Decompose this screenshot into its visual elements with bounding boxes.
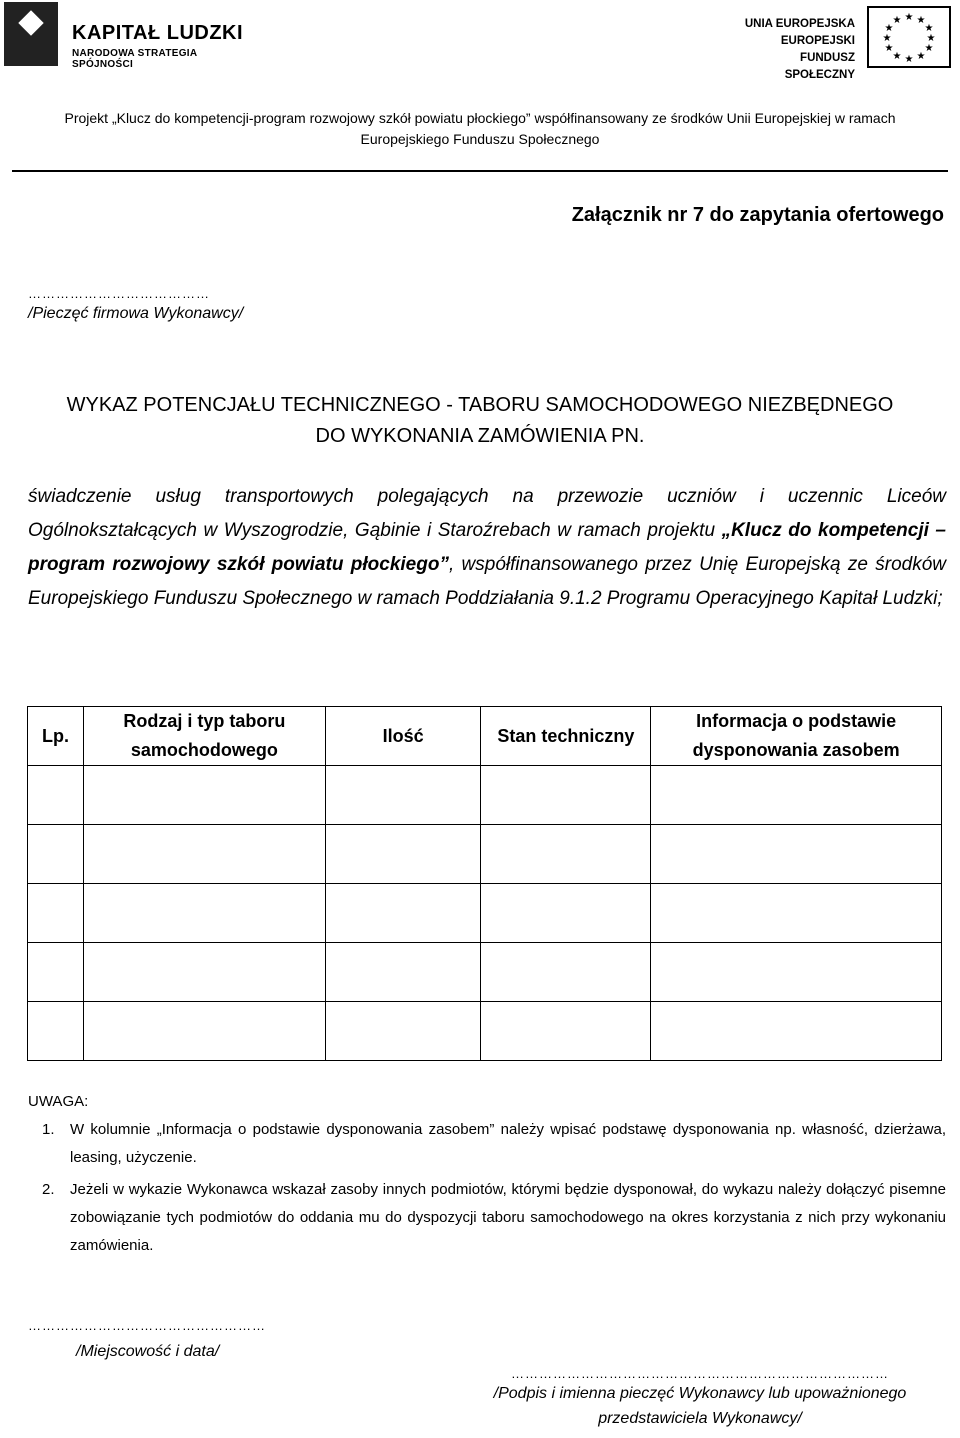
table-cell[interactable] bbox=[28, 766, 84, 825]
svg-text:★: ★ bbox=[882, 33, 892, 44]
svg-text:★: ★ bbox=[884, 23, 894, 34]
project-line-1: Projekt „Klucz do kompetencji-program rozwojowy szkół powiatu płockiego” współfinansowany ze środków Unii Europejskiej w ramach bbox=[64, 110, 896, 126]
notes-heading: UWAGA: bbox=[28, 1093, 89, 1110]
note-text-2: Jeżeli w wykazie Wykonawca wskazał zasoby innych podmiotów, którymi będzie dysponował, do wykazu należy dołączyć pisemne zobowiązanie tych podmiotów do oddania mu do dyspozycji taboru samochodowego na okres korzystania z nich przy wykonaniu zamówienia. bbox=[70, 1181, 946, 1254]
table-cell[interactable] bbox=[325, 884, 481, 943]
table-cell[interactable] bbox=[83, 884, 325, 943]
service-description bbox=[28, 480, 946, 616]
note-item-2 bbox=[28, 1176, 946, 1260]
vehicle-table bbox=[27, 706, 942, 1061]
note-text-1: W kolumnie „Informacja o podstawie dysponowania zasobem” należy wpisać podstawę dysponowania np. własność, dzierżawa, leasing, użyczenie. bbox=[70, 1121, 946, 1166]
svg-text:★: ★ bbox=[892, 15, 902, 26]
place-date-dots: …………………………………………… bbox=[28, 1318, 266, 1333]
svg-text:★: ★ bbox=[884, 43, 894, 54]
table-cell[interactable] bbox=[83, 943, 325, 1002]
table-cell[interactable] bbox=[28, 1002, 84, 1061]
header-lp: Lp. bbox=[28, 707, 84, 766]
place-date-signature bbox=[28, 1318, 328, 1364]
note-number-1: 1. bbox=[42, 1121, 55, 1138]
attachment-label: Załącznik nr 7 do zapytania ofertowego bbox=[571, 204, 944, 226]
eu-logo bbox=[733, 4, 955, 81]
table-row bbox=[28, 884, 942, 943]
table-cell[interactable] bbox=[651, 884, 942, 943]
svg-text:★: ★ bbox=[924, 23, 934, 34]
svg-text:★: ★ bbox=[916, 51, 926, 62]
description-project-name: „Klucz do kompetencji – program rozwojowy szkół powiatu płockiego” bbox=[28, 520, 947, 575]
project-line-2: Europejskiego Funduszu Społecznego bbox=[360, 131, 600, 147]
header-condition: Stan techniczny bbox=[481, 707, 651, 766]
table-cell[interactable] bbox=[83, 825, 325, 884]
eu-logo-line2: EUROPEJSKI bbox=[780, 35, 855, 47]
eu-flag-icon bbox=[867, 6, 951, 68]
kapital-ludzki-logo bbox=[4, 2, 244, 68]
stamp-label: /Pieczęć firmowa Wykonawcy/ bbox=[28, 305, 244, 322]
eu-logo-line3: FUNDUSZ SPOŁECZNY bbox=[784, 52, 855, 81]
document-title bbox=[10, 390, 950, 452]
table-cell[interactable] bbox=[651, 1002, 942, 1061]
contractor-signature-label-1: /Podpis i imienna pieczęć Wykonawcy lub upoważnionego bbox=[493, 1385, 907, 1402]
kapital-ludzki-logo-icon bbox=[4, 2, 58, 66]
table-row bbox=[28, 1002, 942, 1061]
table-cell[interactable] bbox=[651, 825, 942, 884]
notes-section bbox=[28, 1088, 946, 1260]
svg-text:★: ★ bbox=[892, 51, 902, 62]
svg-text:★: ★ bbox=[926, 33, 936, 44]
stamp-dots: ………………………………… bbox=[28, 286, 210, 301]
table-row bbox=[28, 943, 942, 1002]
table-cell[interactable] bbox=[83, 766, 325, 825]
table-header-row bbox=[28, 707, 942, 766]
svg-text:★: ★ bbox=[924, 43, 934, 54]
svg-text:★: ★ bbox=[904, 12, 914, 23]
table-row bbox=[28, 766, 942, 825]
place-date-label: /Miejscowość i data/ bbox=[76, 1343, 220, 1360]
table-cell[interactable] bbox=[325, 766, 481, 825]
table-cell[interactable] bbox=[28, 943, 84, 1002]
table-cell[interactable] bbox=[481, 825, 651, 884]
description-part-2: , współfinansowanego przez Unię Europejską ze środków Europejskiego Funduszu Społecznego w ramach Poddziałania 9.1.2 Programu Operacyjnego Kapitał Ludzki; bbox=[28, 554, 946, 609]
table-cell[interactable] bbox=[651, 766, 942, 825]
stamp-area bbox=[28, 286, 243, 323]
table-cell[interactable] bbox=[651, 943, 942, 1002]
svg-text:★: ★ bbox=[916, 15, 926, 26]
table-cell[interactable] bbox=[481, 766, 651, 825]
table-cell[interactable] bbox=[481, 884, 651, 943]
contractor-signature-dots: ……………………………………………………………………… bbox=[511, 1366, 889, 1381]
eu-stars-icon bbox=[869, 8, 949, 66]
header-divider bbox=[12, 170, 948, 172]
note-item-1 bbox=[28, 1116, 946, 1172]
contractor-signature bbox=[452, 1366, 948, 1431]
table-cell[interactable] bbox=[481, 943, 651, 1002]
table-row bbox=[28, 825, 942, 884]
table-cell[interactable] bbox=[28, 884, 84, 943]
logo-subtitle: NARODOWA STRATEGIA SPÓJNOŚCI bbox=[72, 48, 198, 70]
project-description bbox=[20, 108, 940, 150]
note-number-2: 2. bbox=[42, 1181, 55, 1198]
svg-text:★: ★ bbox=[904, 54, 914, 65]
header-disposal-basis: Informacja o podstawie dysponowania zasobem bbox=[651, 707, 942, 766]
table-cell[interactable] bbox=[325, 943, 481, 1002]
logo-title: KAPITAŁ LUDZKI bbox=[72, 22, 244, 44]
table-cell[interactable] bbox=[325, 825, 481, 884]
eu-logo-line1: UNIA EUROPEJSKA bbox=[744, 18, 855, 30]
table-cell[interactable] bbox=[28, 825, 84, 884]
table-cell[interactable] bbox=[325, 1002, 481, 1061]
header-quantity: Ilość bbox=[325, 707, 481, 766]
table-cell[interactable] bbox=[83, 1002, 325, 1061]
document-title-line-1: WYKAZ POTENCJAŁU TECHNICZNEGO - TABORU SAMOCHODOWEGO NIEZBĘDNEGO bbox=[66, 394, 894, 416]
eu-logo-text bbox=[733, 16, 855, 84]
header-vehicle-type: Rodzaj i typ taboru samochodowego bbox=[83, 707, 325, 766]
document-title-line-2: DO WYKONANIA ZAMÓWIENIA PN. bbox=[315, 425, 645, 447]
description-part-1: świadczenie usług transportowych polegających na przewozie uczniów i uczennic Liceów Ogólnokształcących w Wyszogrodzie, Gąbinie i Staroźrebach w ramach projektu bbox=[28, 486, 946, 541]
contractor-signature-label-2: przedstawiciela Wykonawcy/ bbox=[598, 1410, 802, 1427]
table-cell[interactable] bbox=[481, 1002, 651, 1061]
